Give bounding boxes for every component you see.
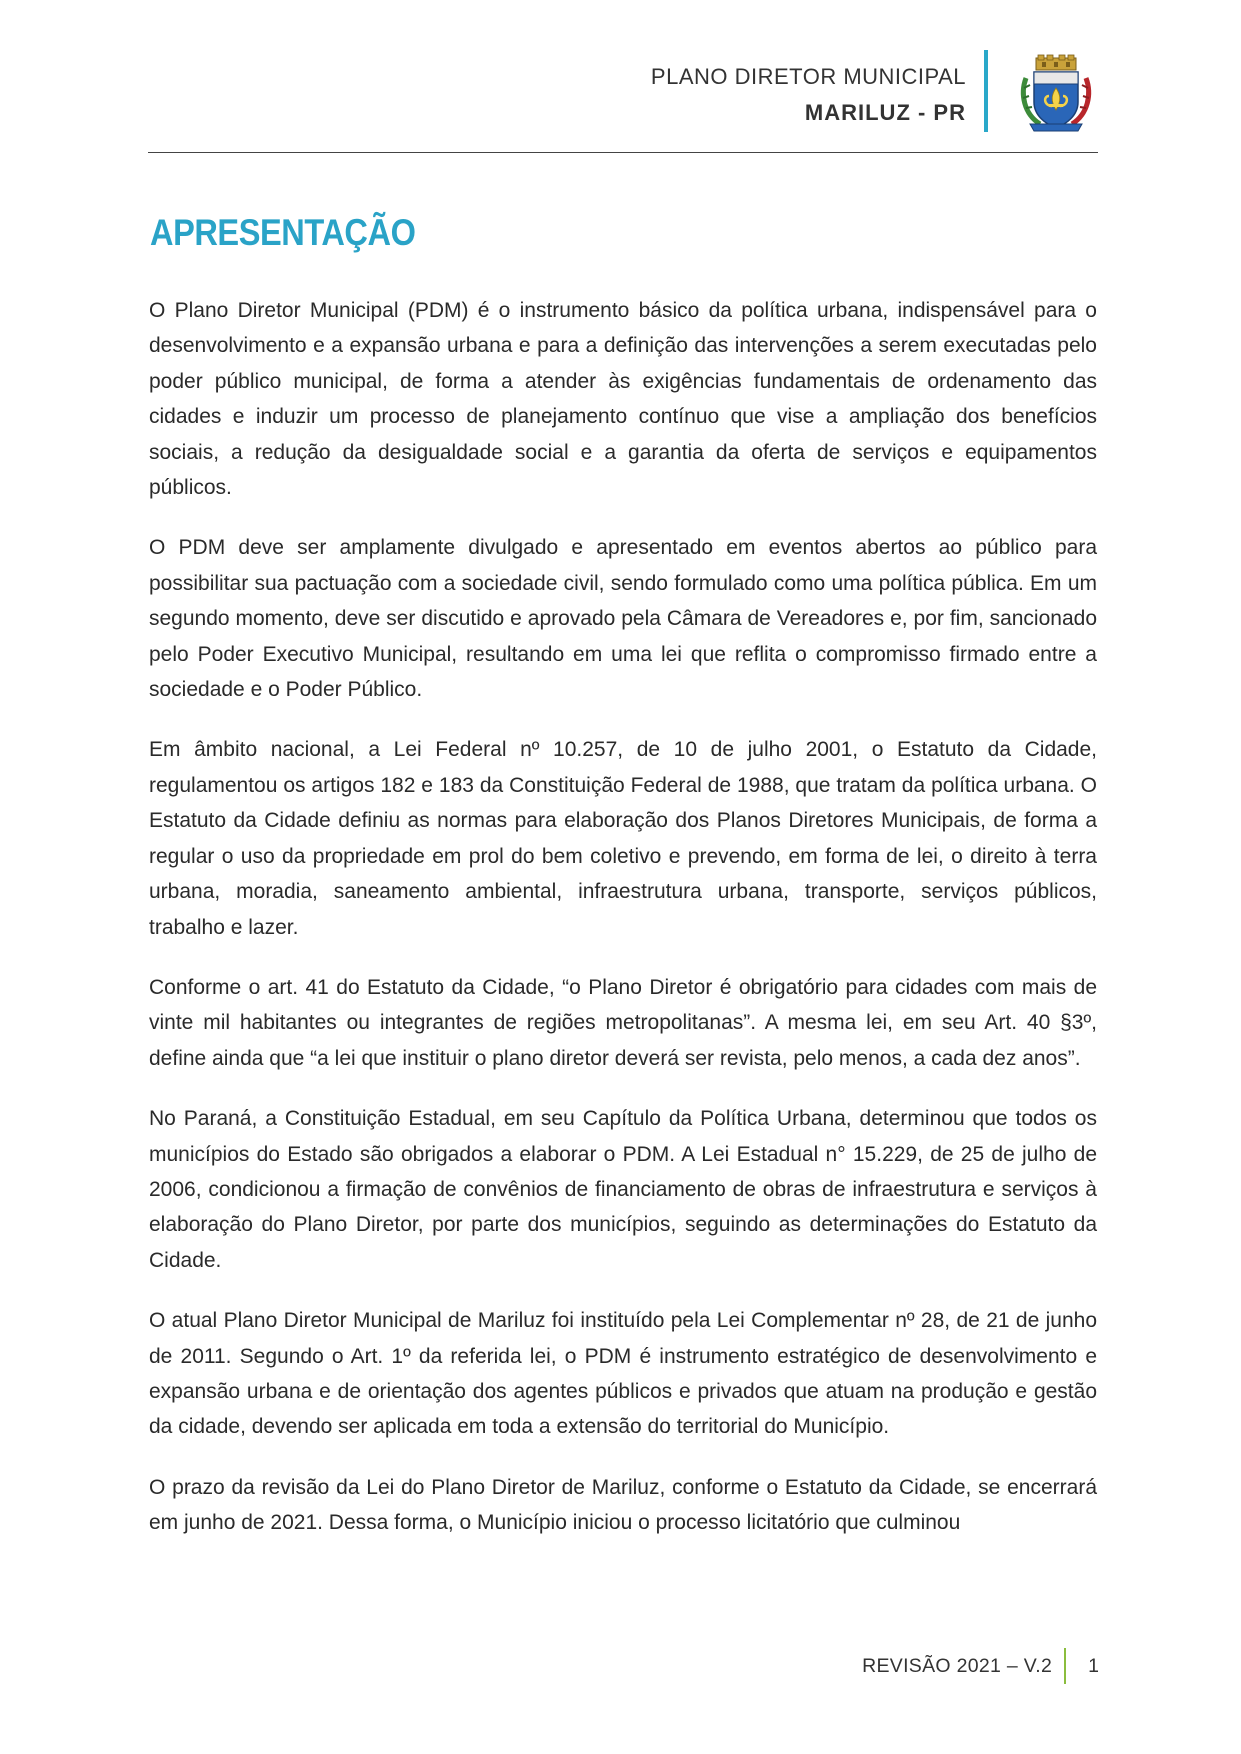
paragraph: O prazo da revisão da Lei do Plano Diretor de Mariluz, conforme o Estatuto da Cidade, se encerrará em junho de 2021. Dessa forma, o Município iniciou o processo licitatório que culminou — [149, 1475, 1097, 1535]
paragraph: Conforme o art. 41 do Estatuto da Cidade, “o Plano Diretor é obrigatório para cidades com mais de vinte mil habitantes ou integrantes de regiões metropolitanas”. A mesma lei, em seu Art. 40 §3º, define ainda que “a lei que instituir o plano diretor deverá ser revista, pelo menos, a cada dez anos”. — [149, 975, 1097, 1070]
header-title: PLANO DIRETOR MUNICIPAL — [650, 64, 966, 89]
paragraph: O atual Plano Diretor Municipal de Mariluz foi instituído pela Lei Complementar nº 28, de 21 de junho de 2011. Segundo o Art. 1º da referida lei, o PDM é instrumento estratégico de desenvolvimento e expansão urbana e de orientação dos agentes públicos e privados que atuam na produção e gestão da cidade, devendo ser aplicada em toda a extensão do territorial do Município. — [149, 1309, 1097, 1439]
paragraph: O PDM deve ser amplamente divulgado e apresentado em eventos abertos ao público para possibilitar sua pactuação com a sociedade civil, sendo formulado como uma política pública. Em um segundo momento, deve ser discutido e aprovado pela Câmara de Vereadores e, por fim, sancionado pelo Poder Executivo Municipal, resultando em uma lei que reflita o compromisso firmado entre a sociedade e o Poder Público. — [149, 536, 1097, 702]
page-title: APRESENTAÇÃO — [150, 212, 416, 253]
body-text — [149, 293, 1097, 1566]
page-footer — [862, 1646, 1099, 1686]
page-header — [148, 40, 1098, 153]
revision-label: REVISÃO 2021 – V.2 — [862, 1654, 1053, 1677]
paragraph: No Paraná, a Constituição Estadual, em seu Capítulo da Política Urbana, determinou que todos os municípios do Estado são obrigados a elaborar o PDM. A Lei Estadual n° 15.229, de 25 de julho de 2006, condicionou a firmação de convênios de financiamento de obras de infraestrutura e serviços à elaboração do Plano Diretor, por parte dos municípios, seguindo as determinações do Estatuto da Cidade. — [149, 1107, 1097, 1272]
footer-divider — [1064, 1648, 1066, 1684]
paragraph: O Plano Diretor Municipal (PDM) é o instrumento básico da política urbana, indispensável para o desenvolvimento e a expansão urbana e para a definição das intervenções a serem executadas pelo poder público municipal, de forma a atender às exigências fundamentais de ordenamento das cidades e induzir um processo de planejamento contínuo que vise a ampliação dos benefícios sociais, a redução da desigualdade social e a garantia da oferta de serviços e equipamentos públicos. — [149, 299, 1097, 500]
paragraph: Em âmbito nacional, a Lei Federal nº 10.257, de 10 de julho 2001, o Estatuto da Cidade, regulamentou os artigos 182 e 183 da Constituição Federal de 1988, que tratam da política urbana. O Estatuto da Cidade definiu as normas para elaboração dos Planos Diretores Municipais, de forma a regular o uso da propriedade em prol do bem coletivo e prevendo, em forma de lei, o direito à terra urbana, moradia, saneamento ambiental, infraestrutura urbana, transporte, serviços públicos, trabalho e lazer. — [149, 738, 1097, 939]
page-number: 1 — [1088, 1654, 1099, 1677]
municipal-coat-of-arms-icon — [1016, 54, 1096, 134]
header-text — [651, 64, 966, 126]
header-subtitle: MARILUZ - PR — [804, 100, 966, 125]
header-divider — [984, 50, 988, 132]
